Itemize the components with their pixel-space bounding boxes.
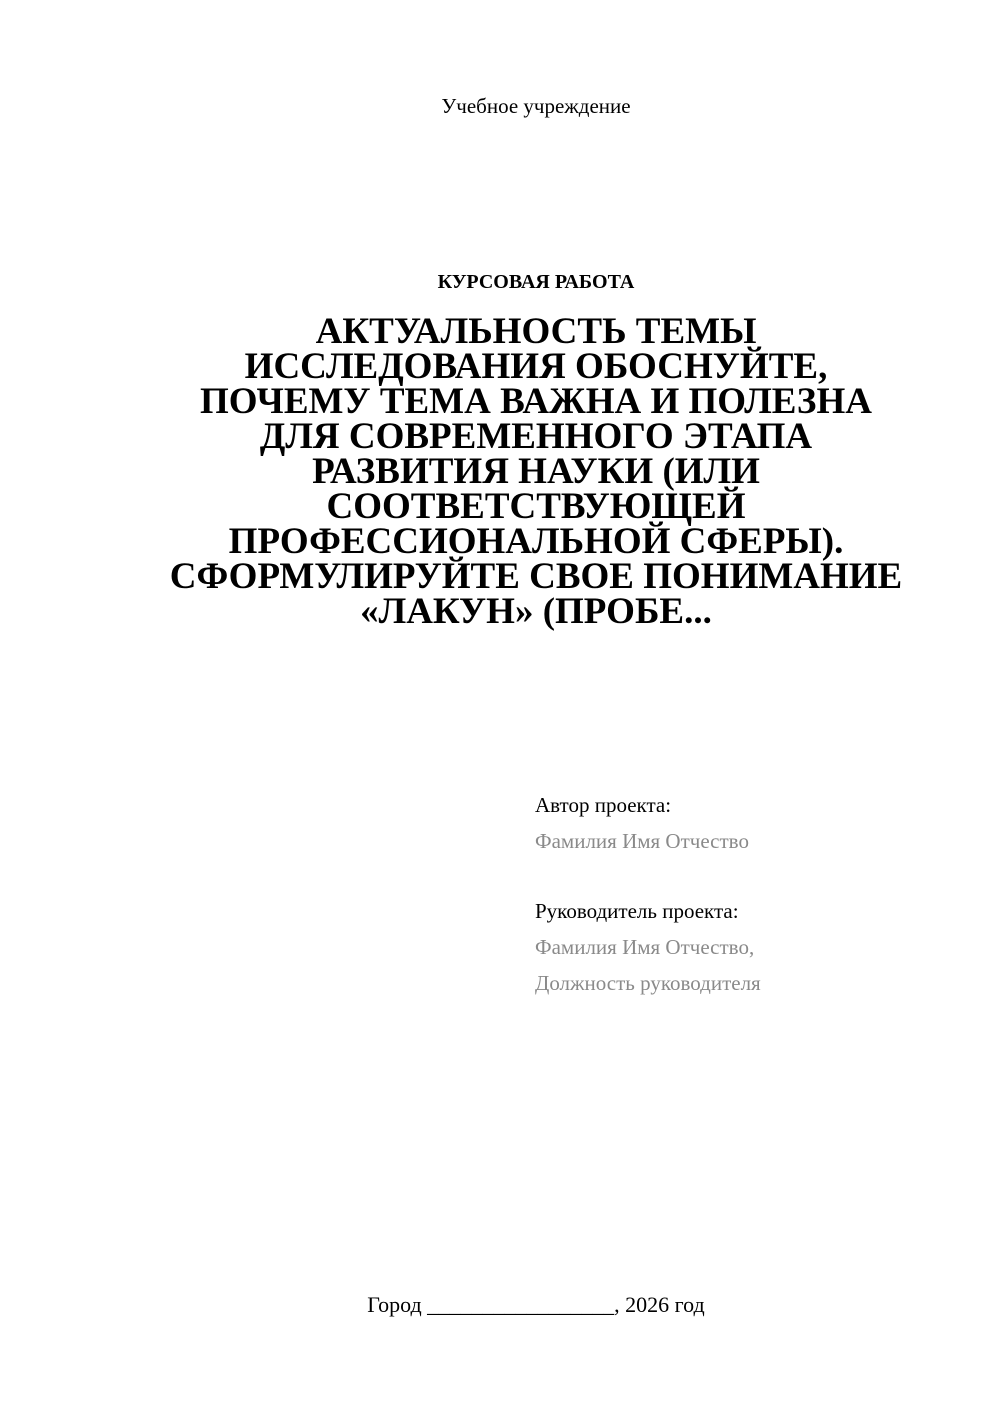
supervisor-name: Фамилия Имя Отчество, bbox=[535, 935, 755, 959]
author-label: Автор проекта: bbox=[535, 793, 672, 817]
work-title-line: ИССЛЕДОВАНИЯ ОБОСНУЙТЕ, bbox=[244, 346, 828, 387]
supervisor-label: Руководитель проекта: bbox=[535, 899, 739, 923]
institution-name: Учебное учреждение bbox=[441, 94, 631, 118]
work-title-line: СФОРМУЛИРУЙТЕ СВОЕ ПОНИМАНИЕ bbox=[169, 556, 903, 597]
work-type-heading: КУРСОВАЯ РАБОТА bbox=[437, 271, 635, 293]
work-title-line: «ЛАКУН» (ПРОБЕ... bbox=[360, 591, 712, 632]
supervisor-position: Должность руководителя bbox=[535, 971, 761, 995]
city-year-line: Город _________________, 2026 год bbox=[367, 1292, 705, 1317]
work-title-line: ПОЧЕМУ ТЕМА ВАЖНА И ПОЛЕЗНА bbox=[200, 381, 872, 422]
work-title-line: СООТВЕТСТВУЮЩЕЙ bbox=[326, 486, 746, 527]
work-title-line: АКТУАЛЬНОСТЬ ТЕМЫ bbox=[315, 311, 757, 352]
spacer bbox=[535, 859, 975, 893]
work-title-line: ПРОФЕССИОНАЛЬНОЙ СФЕРЫ). bbox=[228, 521, 844, 562]
work-title bbox=[100, 311, 972, 632]
work-title-line: ДЛЯ СОВРЕМЕННОГО ЭТАПА bbox=[259, 416, 813, 457]
project-people-block bbox=[535, 787, 975, 1001]
author-name: Фамилия Имя Отчество bbox=[535, 829, 749, 853]
work-title-line: РАЗВИТИЯ НАУКИ (ИЛИ bbox=[312, 451, 760, 492]
